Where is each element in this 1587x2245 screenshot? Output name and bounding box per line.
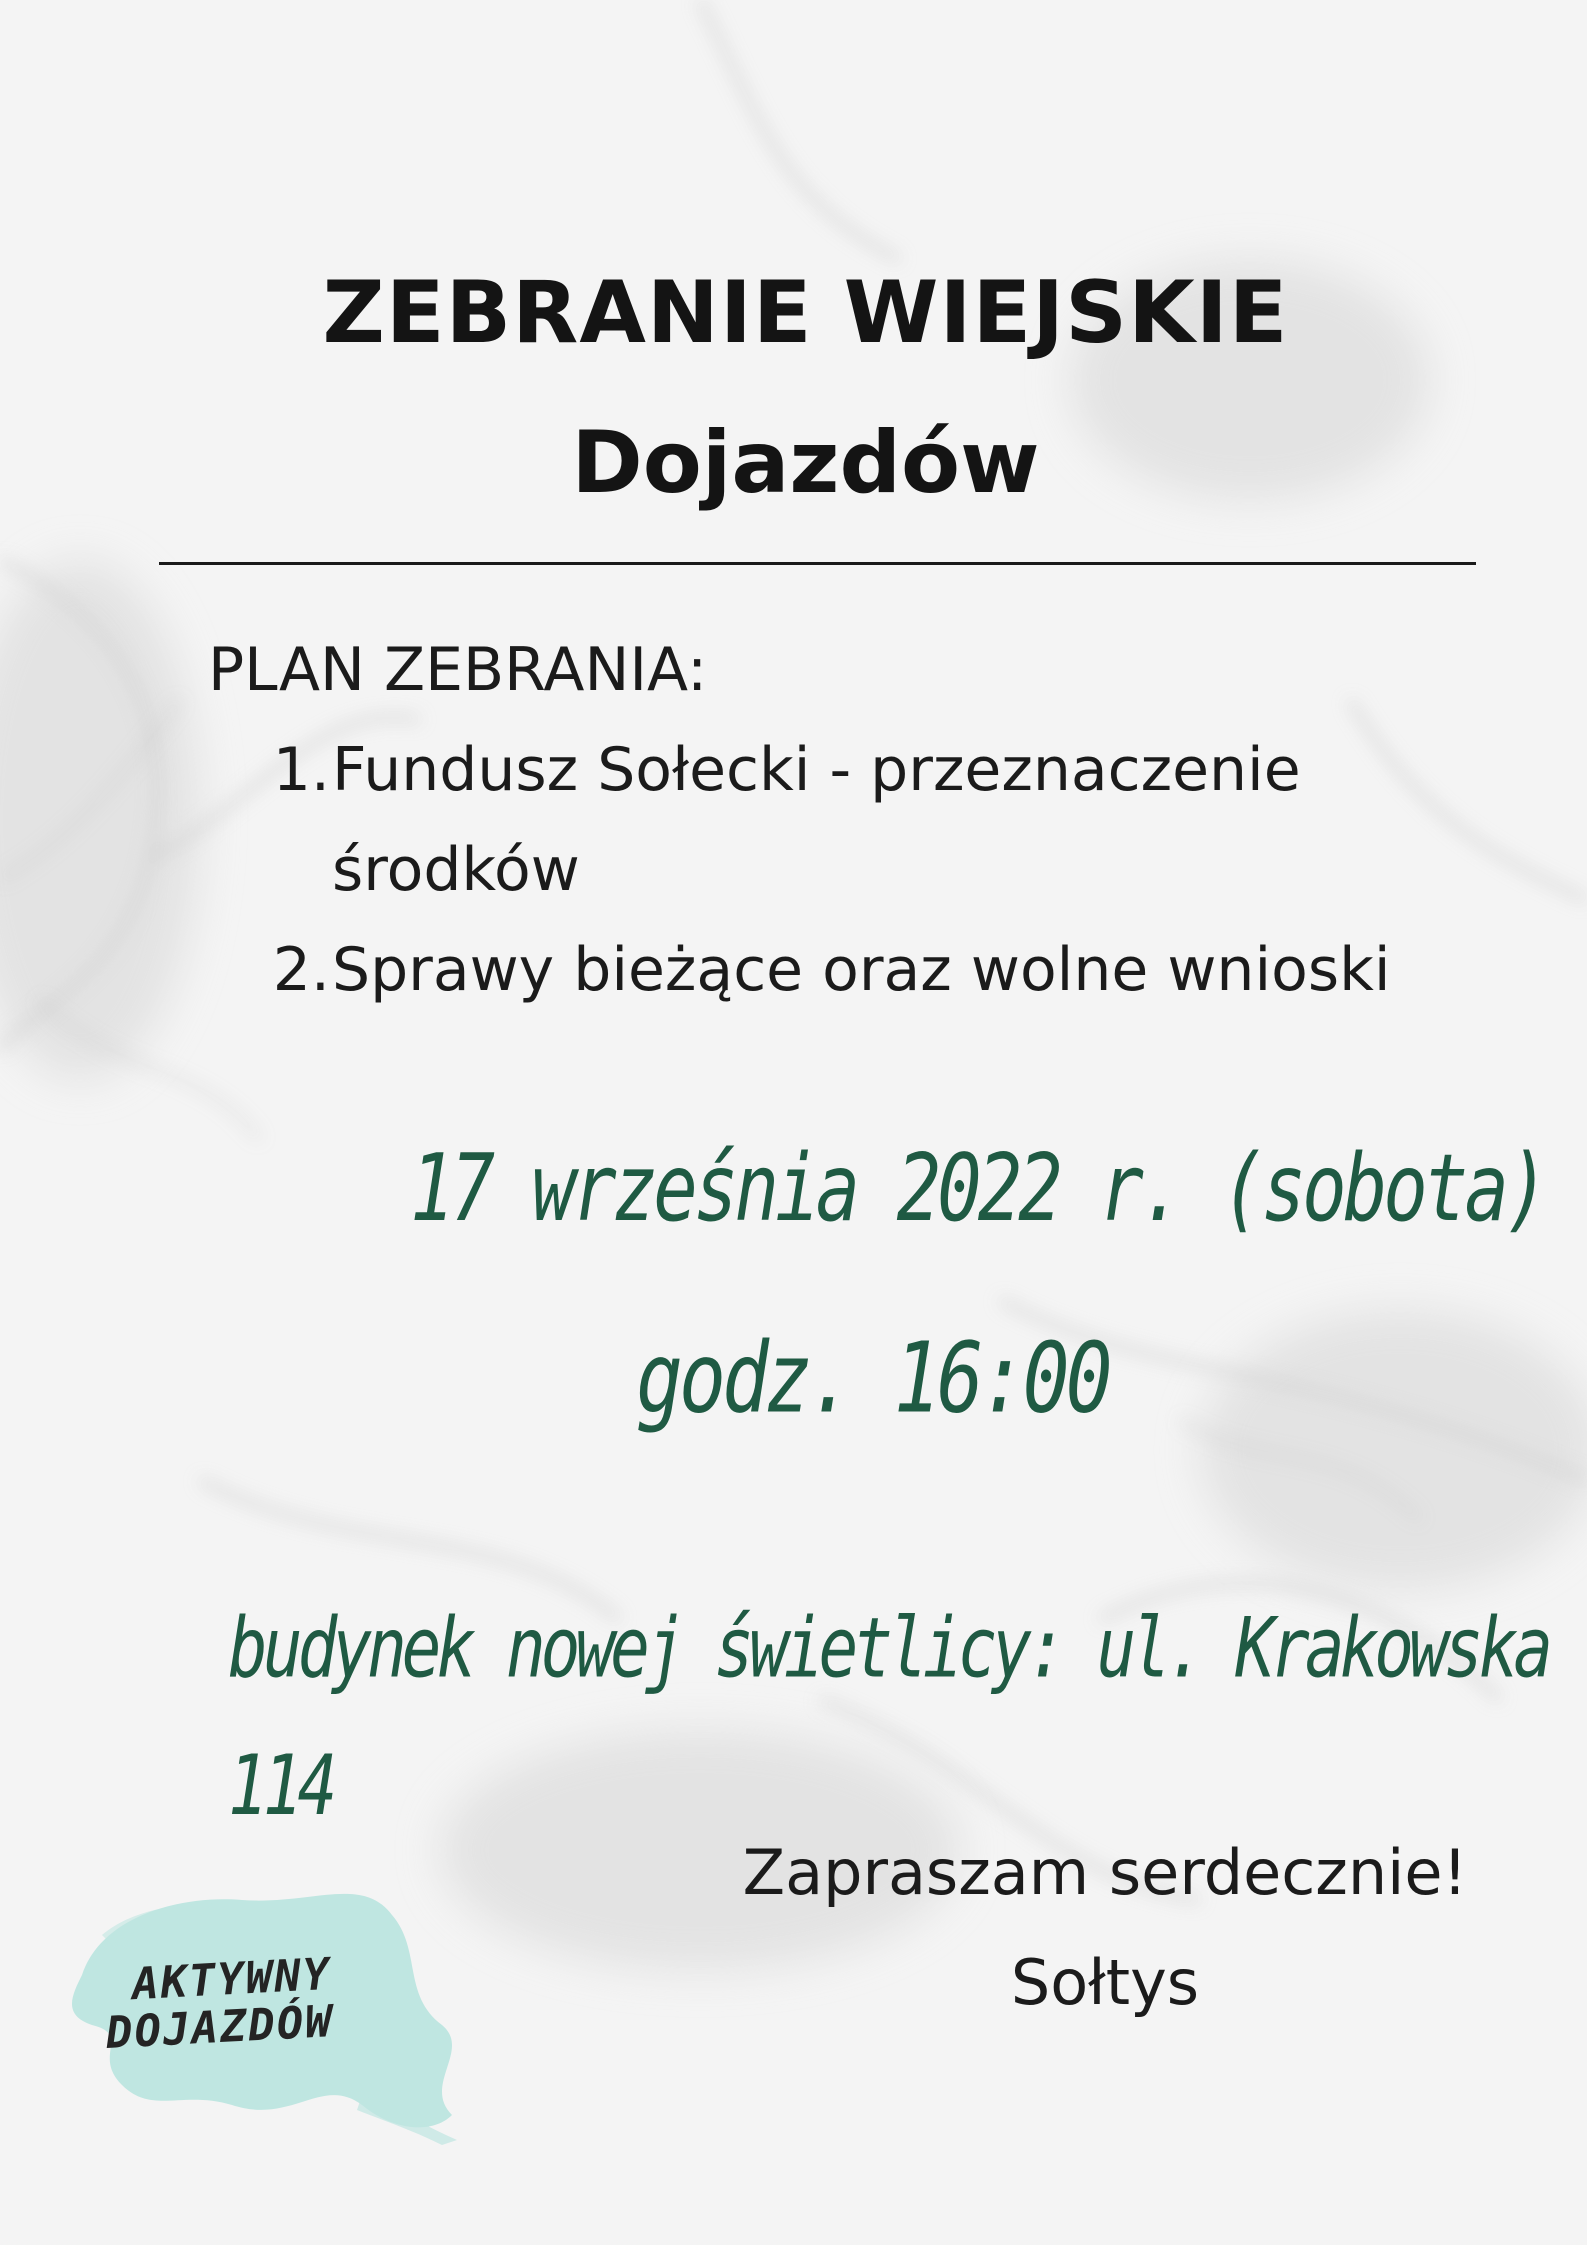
- agenda-item: [258, 920, 1532, 1020]
- signature-text: Sołtys: [1010, 1946, 1200, 2019]
- page-title: ZEBRANIE WIEJSKIE: [322, 263, 1289, 363]
- plan-heading: PLAN ZEBRANIA:: [208, 635, 708, 705]
- agenda-item-text: Sprawy bieżące oraz wolne wnioski: [332, 935, 1391, 1005]
- meeting-time: godz. 16:00: [636, 1322, 1109, 1435]
- meeting-venue: budynek nowej świetlicy: ul. Krakowska 114: [228, 1600, 1548, 1834]
- invitation-text: Zapraszam serdecznie!: [742, 1836, 1468, 1909]
- village-name: Dojazdów: [571, 413, 1040, 513]
- agenda-item-number: 2.: [272, 935, 330, 1005]
- logo-text-line: DOJAZDÓW: [104, 1996, 336, 2059]
- meeting-date: 17 września 2022 r. (sobota): [410, 1135, 1546, 1243]
- logo-text-line: AKTYWNY: [130, 1948, 333, 2011]
- divider-line: [159, 562, 1476, 565]
- aktywny-dojazdow-logo: [62, 1855, 462, 2145]
- agenda-item-text: Fundusz Sołecki - przeznaczenie środków: [332, 735, 1301, 905]
- agenda-item-number: 1.: [272, 735, 330, 805]
- agenda-item: [258, 720, 1532, 920]
